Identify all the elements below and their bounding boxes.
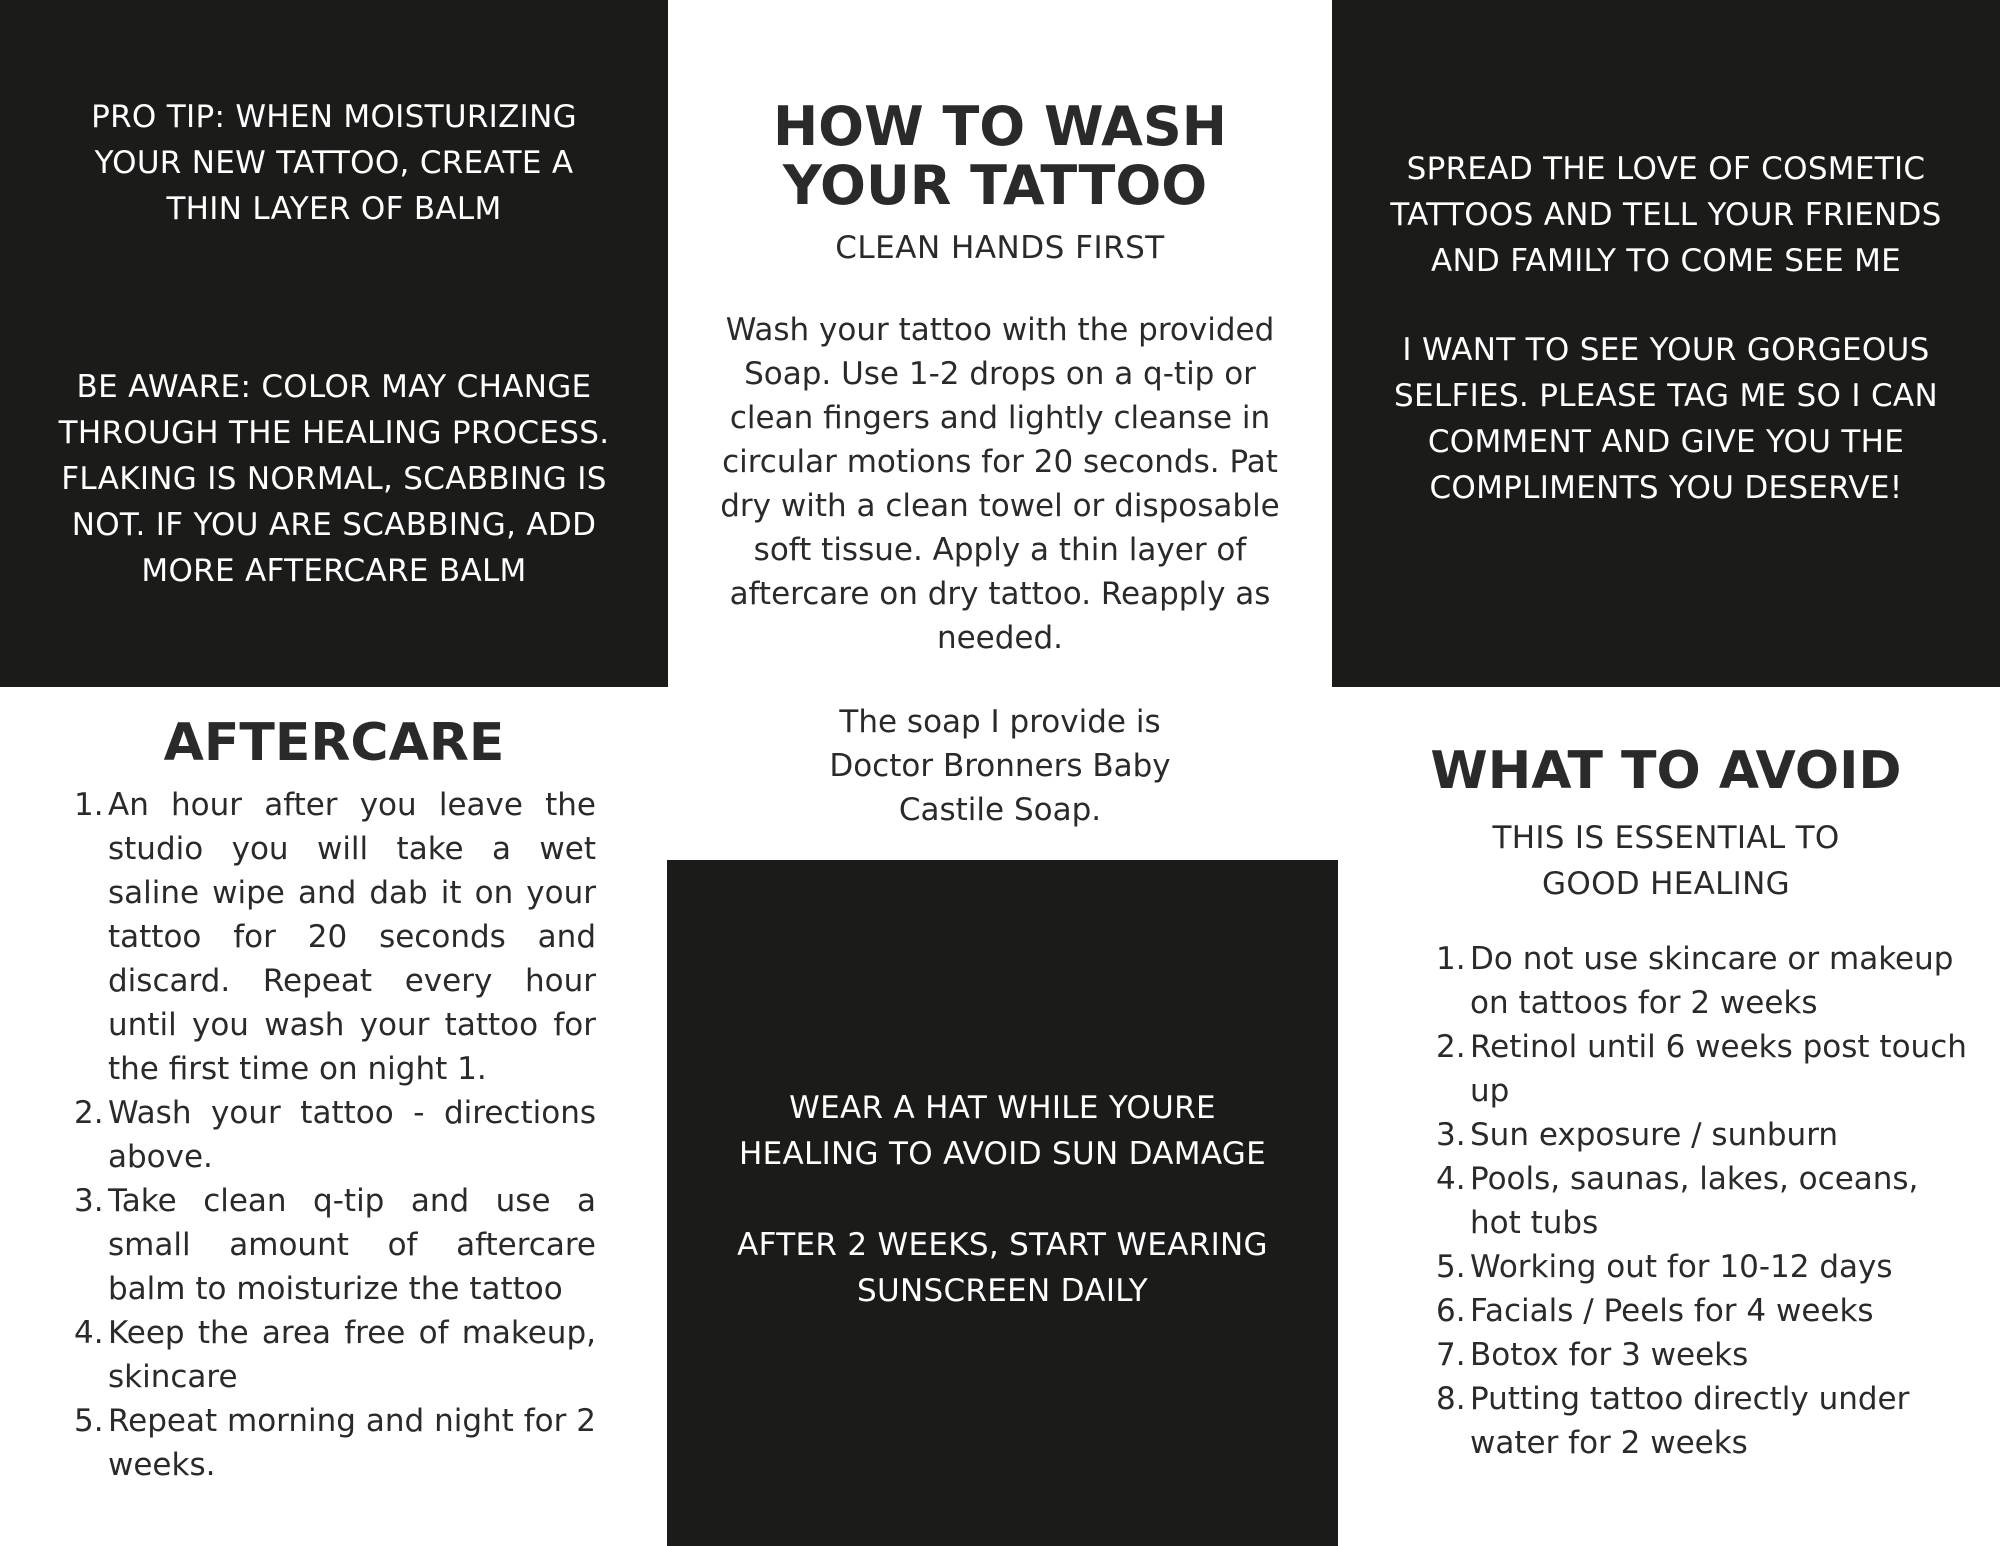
list-item: [1436, 937, 1970, 1025]
list-item-number: 1.: [74, 787, 104, 823]
tag-selfies-text: I WANT TO SEE YOUR GORGEOUS SELFIES. PLEASE TAG ME SO I CAN COMMENT AND GIVE YOU THE COMPLIMENTS YOU DESERVE!: [1394, 332, 1938, 506]
aftercare-title: AFTERCARE: [163, 713, 505, 773]
list-item-text: Repeat morning and night for 2 weeks.: [108, 1403, 596, 1483]
sun-protection-panel: [667, 860, 1338, 1546]
pro-tip-text: PRO TIP: WHEN MOISTURIZING YOUR NEW TATTOO, CREATE A THIN LAYER OF BALM: [91, 99, 577, 227]
essential-healing-subtitle: THIS IS ESSENTIAL TO GOOD HEALING: [1492, 820, 1840, 902]
sunscreen-text: AFTER 2 WEEKS, START WEARING SUNSCREEN DAILY: [737, 1227, 1268, 1309]
list-item-text: Keep the area free of makeup, skincare: [108, 1315, 596, 1395]
aftercare-steps-list: [74, 783, 596, 1487]
list-item-number: 4.: [74, 1315, 104, 1351]
wash-instructions: Wash your tattoo with the provided Soap. Use 1-2 drops on a q-tip or clean fingers and lightly cleanse in circular motions for 20 seconds. Pat dry with a clean towel or disposable soft tissue. Apply a thin layer of aftercare on dry tattoo. Reapply as needed.: [720, 312, 1280, 656]
list-item-text: Botox for 3 weeks: [1470, 1337, 1749, 1373]
list-item: [74, 783, 596, 1091]
list-item: [1436, 1157, 1970, 1245]
wear-hat-text: WEAR A HAT WHILE YOURE HEALING TO AVOID SUN DAMAGE: [739, 1090, 1266, 1172]
clean-hands-subtitle: CLEAN HANDS FIRST: [835, 230, 1165, 266]
list-item: [1436, 1333, 1970, 1377]
list-item-text: Sun exposure / sunburn: [1470, 1117, 1839, 1153]
list-item-text: Take clean q-tip and use a small amount of aftercare balm to moisturize the tattoo: [108, 1183, 596, 1307]
list-item: [74, 1179, 596, 1311]
list-item: [1436, 1025, 1970, 1113]
list-item-text: Putting tattoo directly under water for 2 weeks: [1470, 1381, 1910, 1461]
avoid-items-list: [1436, 937, 1970, 1465]
list-item-number: 8.: [1436, 1381, 1466, 1417]
list-item-text: Retinol until 6 weeks post touch up: [1470, 1029, 1967, 1109]
list-item-number: 4.: [1436, 1161, 1466, 1197]
list-item: [1436, 1113, 1970, 1157]
how-to-wash-panel: [668, 0, 1332, 860]
list-item-text: Facials / Peels for 4 weeks: [1470, 1293, 1874, 1329]
list-item: [74, 1091, 596, 1179]
pro-tip-panel: [0, 0, 668, 687]
list-item-text: Do not use skincare or makeup on tattoos for 2 weeks: [1470, 941, 1954, 1021]
list-item-number: 5.: [74, 1403, 104, 1439]
list-item: [74, 1311, 596, 1399]
list-item: [1436, 1289, 1970, 1333]
what-to-avoid-title: WHAT TO AVOID: [1430, 741, 1902, 801]
list-item-number: 2.: [74, 1095, 104, 1131]
list-item-number: 2.: [1436, 1029, 1466, 1065]
how-to-wash-title-line2: YOUR TATTOO: [782, 154, 1208, 217]
list-item-number: 5.: [1436, 1249, 1466, 1285]
list-item: [1436, 1245, 1970, 1289]
list-item-number: 7.: [1436, 1337, 1466, 1373]
list-item-number: 3.: [1436, 1117, 1466, 1153]
list-item-text: Pools, saunas, lakes, oceans, hot tubs: [1470, 1161, 1919, 1241]
spread-the-love-text: SPREAD THE LOVE OF COSMETIC TATTOOS AND TELL YOUR FRIENDS AND FAMILY TO COME SEE ME: [1390, 151, 1942, 279]
list-item-number: 1.: [1436, 941, 1466, 977]
be-aware-text: BE AWARE: COLOR MAY CHANGE THROUGH THE HEALING PROCESS. FLAKING IS NORMAL, SCABBING IS NOT. IF YOU ARE SCABBING, ADD MORE AFTERCARE BALM: [58, 369, 610, 589]
how-to-wash-title-line1: HOW TO WASH: [772, 95, 1228, 158]
share-panel: [1332, 0, 2000, 687]
list-item-number: 3.: [74, 1183, 104, 1219]
list-item-number: 6.: [1436, 1293, 1466, 1329]
list-item-text: An hour after you leave the studio you will take a wet saline wipe and dab it on your tattoo for 20 seconds and discard. Repeat every hour until you wash your tattoo for the first time on night 1.: [108, 787, 596, 1087]
list-item: [1436, 1377, 1970, 1465]
soap-note: The soap I provide is Doctor Bronners Baby Castile Soap.: [829, 704, 1171, 828]
aftercare-section: [0, 687, 668, 1546]
list-item: [74, 1399, 596, 1487]
list-item-text: Working out for 10-12 days: [1470, 1249, 1893, 1285]
list-item-text: Wash your tattoo - directions above.: [108, 1095, 596, 1175]
what-to-avoid-section: [1332, 687, 2000, 1546]
